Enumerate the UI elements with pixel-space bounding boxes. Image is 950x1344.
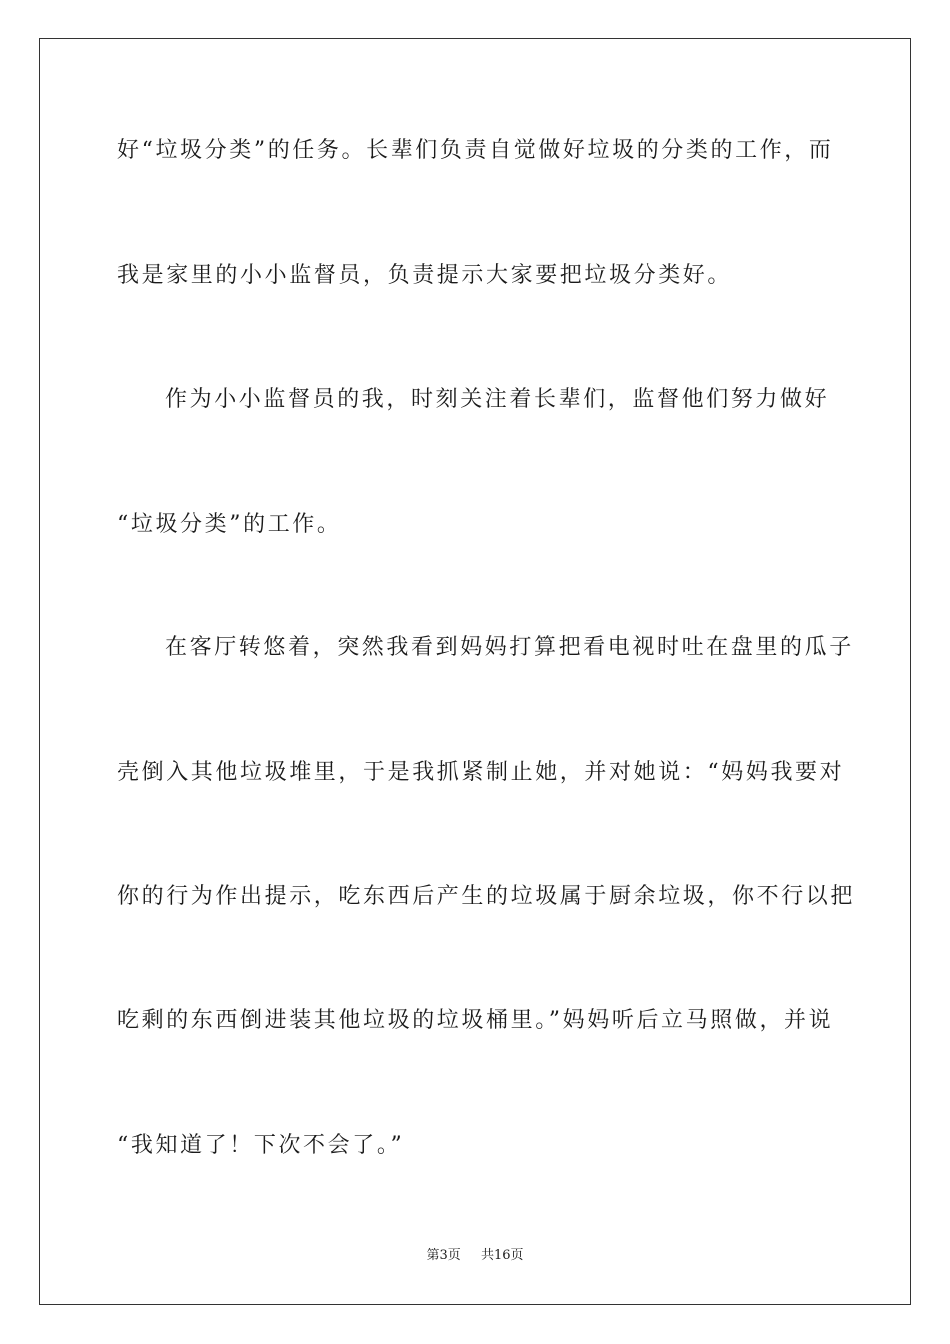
text-line: “垃圾分类”的工作。 <box>117 512 342 537</box>
page-number-total: 共16页 <box>480 1248 524 1263</box>
text-line: 你的行为作出提示，吃东西后产生的垃圾属于厨余垃圾，你不行以把 <box>117 884 856 909</box>
page-number-current: 第3页 <box>426 1248 461 1263</box>
text-line: “我知道了！下次不会了。” <box>117 1133 405 1158</box>
text-line: 我是家里的小小监督员，负责提示大家要把垃圾分类好。 <box>117 263 733 288</box>
text-line: 作为小小监督员的我，时刻关注着长辈们，监督他们努力做好 <box>165 387 830 412</box>
text-line: 吃剩的东西倒进装其他垃圾的垃圾桶里。”妈妈听后立马照做，并说 <box>117 1008 834 1033</box>
text-line: 在客厅转悠着，突然我看到妈妈打算把看电视时吐在盘里的瓜子 <box>165 635 854 660</box>
text-line: 壳倒入其他垃圾堆里，于是我抓紧制止她，并对她说：“妈妈我要对 <box>117 760 845 785</box>
page-border <box>39 38 911 1305</box>
text-line: 好“垃圾分类”的任务。长辈们负责自觉做好垃圾的分类的工作，而 <box>117 138 834 163</box>
page-footer <box>0 1246 950 1266</box>
